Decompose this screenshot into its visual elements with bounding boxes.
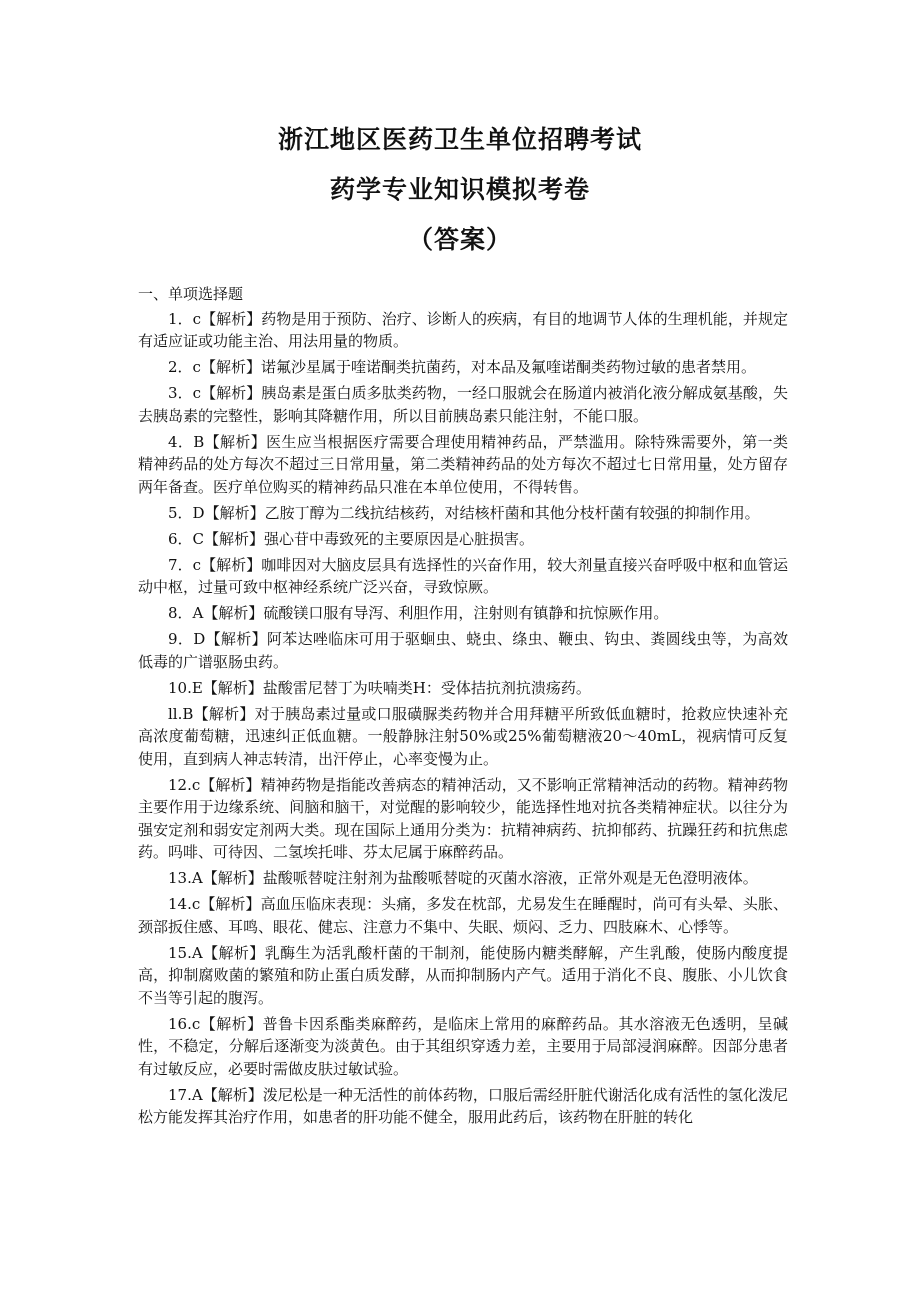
- document-title-line2: 药学专业知识模拟考卷: [329, 175, 590, 204]
- answer-item: 8．A【解析】硫酸镁口服有导泻、利胆作用，注射则有镇静和抗惊厥作用。: [168, 604, 669, 622]
- answer-item: 7．c【解析】咖啡因对大脑皮层具有选择性的兴奋作用，较大剂量直接兴奋呼吸中枢和血管运动中枢，过量可致中枢神经系统广泛兴奋，寻致惊厥。: [138, 555, 788, 596]
- answer-item: 3．c【解析】胰岛素是蛋白质多肽类药物，一经口服就会在肠道内被消化液分解成氨基酸，失去胰岛素的完整性，影响其降糖作用，所以目前胰岛素只能注射，不能口服。: [138, 384, 788, 425]
- answer-item: 13.A【解析】盐酸哌替啶注射剂为盐酸哌替啶的灭菌水溶液，正常外观是无色澄明液体。: [168, 869, 758, 887]
- document-title-line1: 浙江地区医药卫生单位招聘考试: [277, 125, 642, 154]
- answer-item: 6．C【解析】强心苷中毒致死的主要原因是心脏损害。: [168, 529, 535, 548]
- answer-item: 1．c【解析】药物是用于预防、治疗、诊断人的疾病，有目的地调节人体的生理机能，并规定有适应证或功能主治、用法用量的物质。: [138, 309, 788, 350]
- answer-item: 9．D【解析】阿苯达唑临床可用于驱蛔虫、蛲虫、绦虫、鞭虫、钩虫、粪圆线虫等，为高效低毒的广谱驱肠虫药。: [138, 630, 788, 671]
- section-heading: 一、单项选择题: [138, 285, 244, 303]
- answer-item: 17.A【解析】泼尼松是一种无活性的前体药物，口服后需经肝脏代谢活化成有活性的氢化泼尼松方能发挥其治疗作用，如患者的肝功能不健全，服用此药后，该药物在肝脏的转化: [138, 1085, 788, 1126]
- document-body: [138, 283, 788, 1132]
- answer-item: 14.c【解析】高血压临床表现：头痛，多发在枕部，尤易发生在睡醒时，尚可有头晕、头胀、颈部扳住感、耳鸣、眼花、健忘、注意力不集中、失眠、烦闷、乏力、四肢麻木、心悸等。: [138, 895, 788, 936]
- answer-item: 2．c【解析】诺氟沙星属于喹诺酮类抗菌药，对本品及氟喹诺酮类药物过敏的患者禁用。: [168, 358, 756, 376]
- answer-item: 10.E【解析】盐酸雷尼替丁为呋喃类H：受体拮抗剂抗溃疡药。: [168, 678, 591, 697]
- answer-item: 12.c【解析】精神药物是指能改善病态的精神活动，又不影响正常精神活动的药物。精神药物主要作用于边缘系统、间脑和脑干，对觉醒的影响较少，能选择性地对抗各类精神症状。以往分为强安定剂和弱安定剂两大类。现在国际上通用分类为：抗精神病药、抗抑郁药、抗躁狂药和抗焦虑药。吗啡、可待因、二氢埃托啡、芬太尼属于麻醉药品。: [138, 775, 788, 861]
- document-title-line3: （答案）: [407, 225, 512, 254]
- answer-item: 16.c【解析】普鲁卡因系酯类麻醉药，是临床上常用的麻醉药品。其水溶液无色透明，呈碱性，不稳定，分解后逐渐变为淡黄色。由于其组织穿透力差，主要用于局部浸润麻醉。因部分患者有过敏反应，必要时需做皮肤过敏试验。: [138, 1014, 788, 1078]
- answer-item: 5．D【解析】乙胺丁醇为二线抗结核药，对结核杆菌和其他分枝杆菌有较强的抑制作用。: [168, 503, 760, 522]
- answer-item: 4．B【解析】医生应当根据医疗需要合理使用精神药品，严禁滥用。除特殊需要外，第一类精神药品的处方每次不超过三日常用量，第二类精神药品的处方每次不超过七日常用量，处方留存两年备查。医疗单位购买的精神药品只准在本单位使用，不得转售。: [138, 432, 788, 496]
- answer-item: 15.A【解析】乳酶生为活乳酸杆菌的干制剂，能使肠内糖类酵解，产生乳酸，使肠内酸度提高，抑制腐败菌的繁殖和防止蛋白质发酵，从而抑制肠内产气。适用于消化不良、腹胀、小儿饮食不当等引起的腹泻。: [138, 943, 788, 1007]
- answer-item: ll.B【解析】对于胰岛素过量或口服磺脲类药物并合用拜糖平所致低血糖时，抢救应快速补充高浓度葡萄糖，迅速纠正低血糖。一般静脉注射50%或25%葡萄糖液20～40mL，视病情可反复使用，直到病人神志转清，出汗停止，心率变慢为止。: [138, 704, 788, 768]
